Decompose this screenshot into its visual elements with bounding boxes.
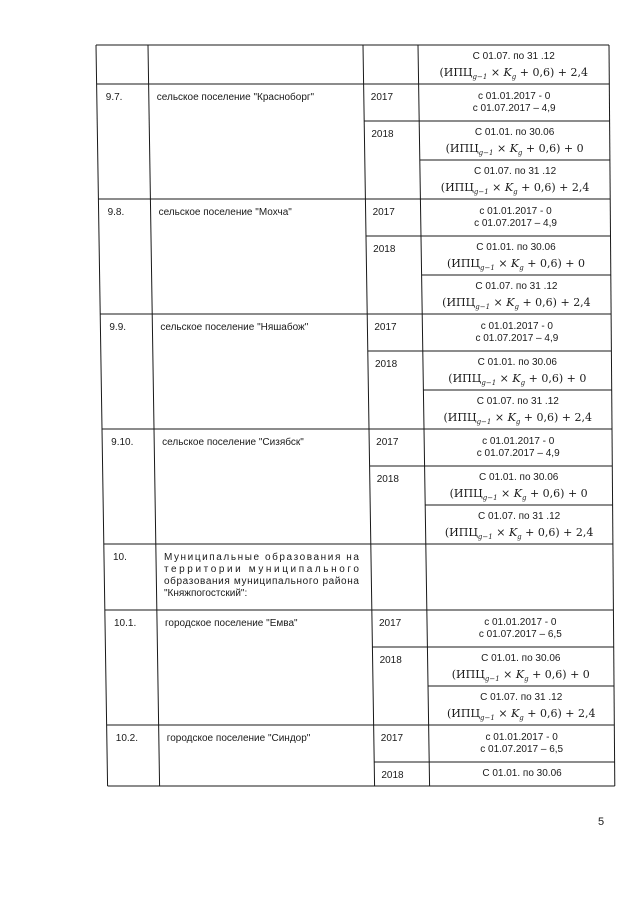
row-number: 9.7. [105, 92, 123, 103]
year-label: 2018 [381, 770, 404, 781]
tariff-formula: $(ИПЦ_{g-1} \times K_g + 0,6) + 0$ [446, 257, 585, 272]
col-border-num [148, 45, 160, 786]
period-line: с 01.01.2017 - 0 [478, 91, 551, 102]
period-line: с 01.07.2017 – 6,5 [480, 744, 564, 755]
municipality-name: сельское поселение "Красноборг" [156, 92, 315, 103]
row-number: 10. [112, 552, 127, 563]
municipality-name: Муниципальные образования на [163, 552, 359, 563]
period-label: С 01.07. по 31 .12 [475, 281, 558, 292]
row-number: 9.10. [111, 437, 134, 448]
period-label: С 01.01. по 30.06 [481, 653, 561, 664]
col-border-year [418, 45, 430, 786]
municipality-name: городское поселение "Емва" [164, 618, 298, 629]
period-line: с 01.07.2017 – 4,9 [475, 333, 559, 344]
tariff-formula: $(ИПЦ_{g-1} \times K_g + 0,6) + 0$ [449, 487, 588, 502]
year-label: 2018 [371, 129, 394, 140]
period-label: С 01.07. по 31 .12 [476, 396, 559, 407]
tariff-formula: $(ИПЦ_{g-1} \times K_g + 0,6) + 2,4$ [440, 181, 590, 196]
municipality-name: сельское поселение "Сизябск" [162, 437, 304, 448]
year-label: 2018 [379, 655, 402, 666]
tariff-formula: $(ИПЦ_{g-1} \times K_g + 0,6) + 0$ [451, 668, 590, 683]
period-line: с 01.07.2017 – 4,9 [472, 103, 556, 114]
page-number: 5 [598, 816, 605, 828]
period-line: с 01.01.2017 - 0 [485, 732, 558, 743]
period-label: С 01.07. по 31 .12 [472, 51, 555, 62]
municipality-name: территории муниципального [163, 564, 359, 575]
period-line: с 01.01.2017 - 0 [484, 617, 557, 628]
year-label: 2018 [374, 359, 398, 370]
period-label: С 01.01. по 30.06 [477, 357, 558, 368]
tariff-formula: $(ИПЦ_{g-1} \times K_g + 0,6) + 2,4$ [444, 526, 594, 541]
row-number: 9.9. [109, 322, 127, 333]
tariff-formula: $(ИПЦ_{g-1} \times K_g + 0,6) + 2,4$ [442, 296, 591, 311]
period-line: с 01.07.2017 – 4,9 [476, 448, 560, 459]
year-label: 2018 [376, 474, 399, 485]
tariff-formula: $(ИПЦ_{g-1} \times K_g + 0,6) + 0$ [448, 372, 587, 387]
tariff-formula: $(ИПЦ_{g-1} \times K_g + 0,6) + 2,4$ [439, 66, 588, 81]
period-label: С 01.01. по 30.06 [474, 127, 555, 138]
period-line: с 01.07.2017 – 6,5 [478, 629, 562, 640]
period-line: с 01.01.2017 - 0 [479, 206, 552, 217]
municipality-name: сельское поселение "Мохча" [158, 207, 292, 218]
year-label: 2017 [374, 322, 397, 333]
period-line: с 01.07.2017 – 4,9 [474, 218, 557, 229]
period-label: С 01.07. по 31 .12 [474, 166, 557, 177]
municipality-name: "Княжпогостский": [163, 588, 248, 599]
year-label: 2017 [372, 207, 395, 218]
tariff-formula: $(ИПЦ_{g-1} \times K_g + 0,6) + 2,4$ [446, 707, 596, 722]
tariff-formula: $(ИПЦ_{g-1} \times K_g + 0,6) + 2,4$ [443, 411, 593, 426]
row-number: 10.2. [115, 733, 139, 744]
year-label: 2018 [373, 244, 396, 255]
row-number: 9.8. [107, 207, 125, 218]
period-line: с 01.01.2017 - 0 [482, 436, 555, 447]
col-border-right [609, 45, 615, 786]
period-label: С 01.01. по 30.06 [476, 242, 556, 253]
year-label: 2017 [378, 618, 402, 629]
col-border-left [96, 45, 108, 786]
period-label: С 01.01. по 30.06 [482, 768, 562, 779]
municipality-name: образования муниципального района [163, 576, 359, 587]
period-label: С 01.01. по 30.06 [478, 472, 559, 483]
municipality-name: сельское поселение "Няшабож" [160, 322, 309, 333]
year-label: 2017 [380, 733, 404, 744]
period-label: С 01.07. по 31 .12 [480, 692, 563, 703]
tariff-formula: $(ИПЦ_{g-1} \times K_g + 0,6) + 0$ [445, 142, 584, 157]
period-line: с 01.01.2017 - 0 [480, 321, 554, 332]
period-label: С 01.07. по 31 .12 [478, 511, 561, 522]
tariff-table [96, 45, 615, 786]
year-label: 2017 [370, 92, 394, 103]
col-border-name [363, 45, 375, 786]
row-number: 10.1. [113, 618, 137, 629]
year-label: 2017 [376, 437, 399, 448]
municipality-name: городское поселение "Синдор" [166, 733, 311, 744]
